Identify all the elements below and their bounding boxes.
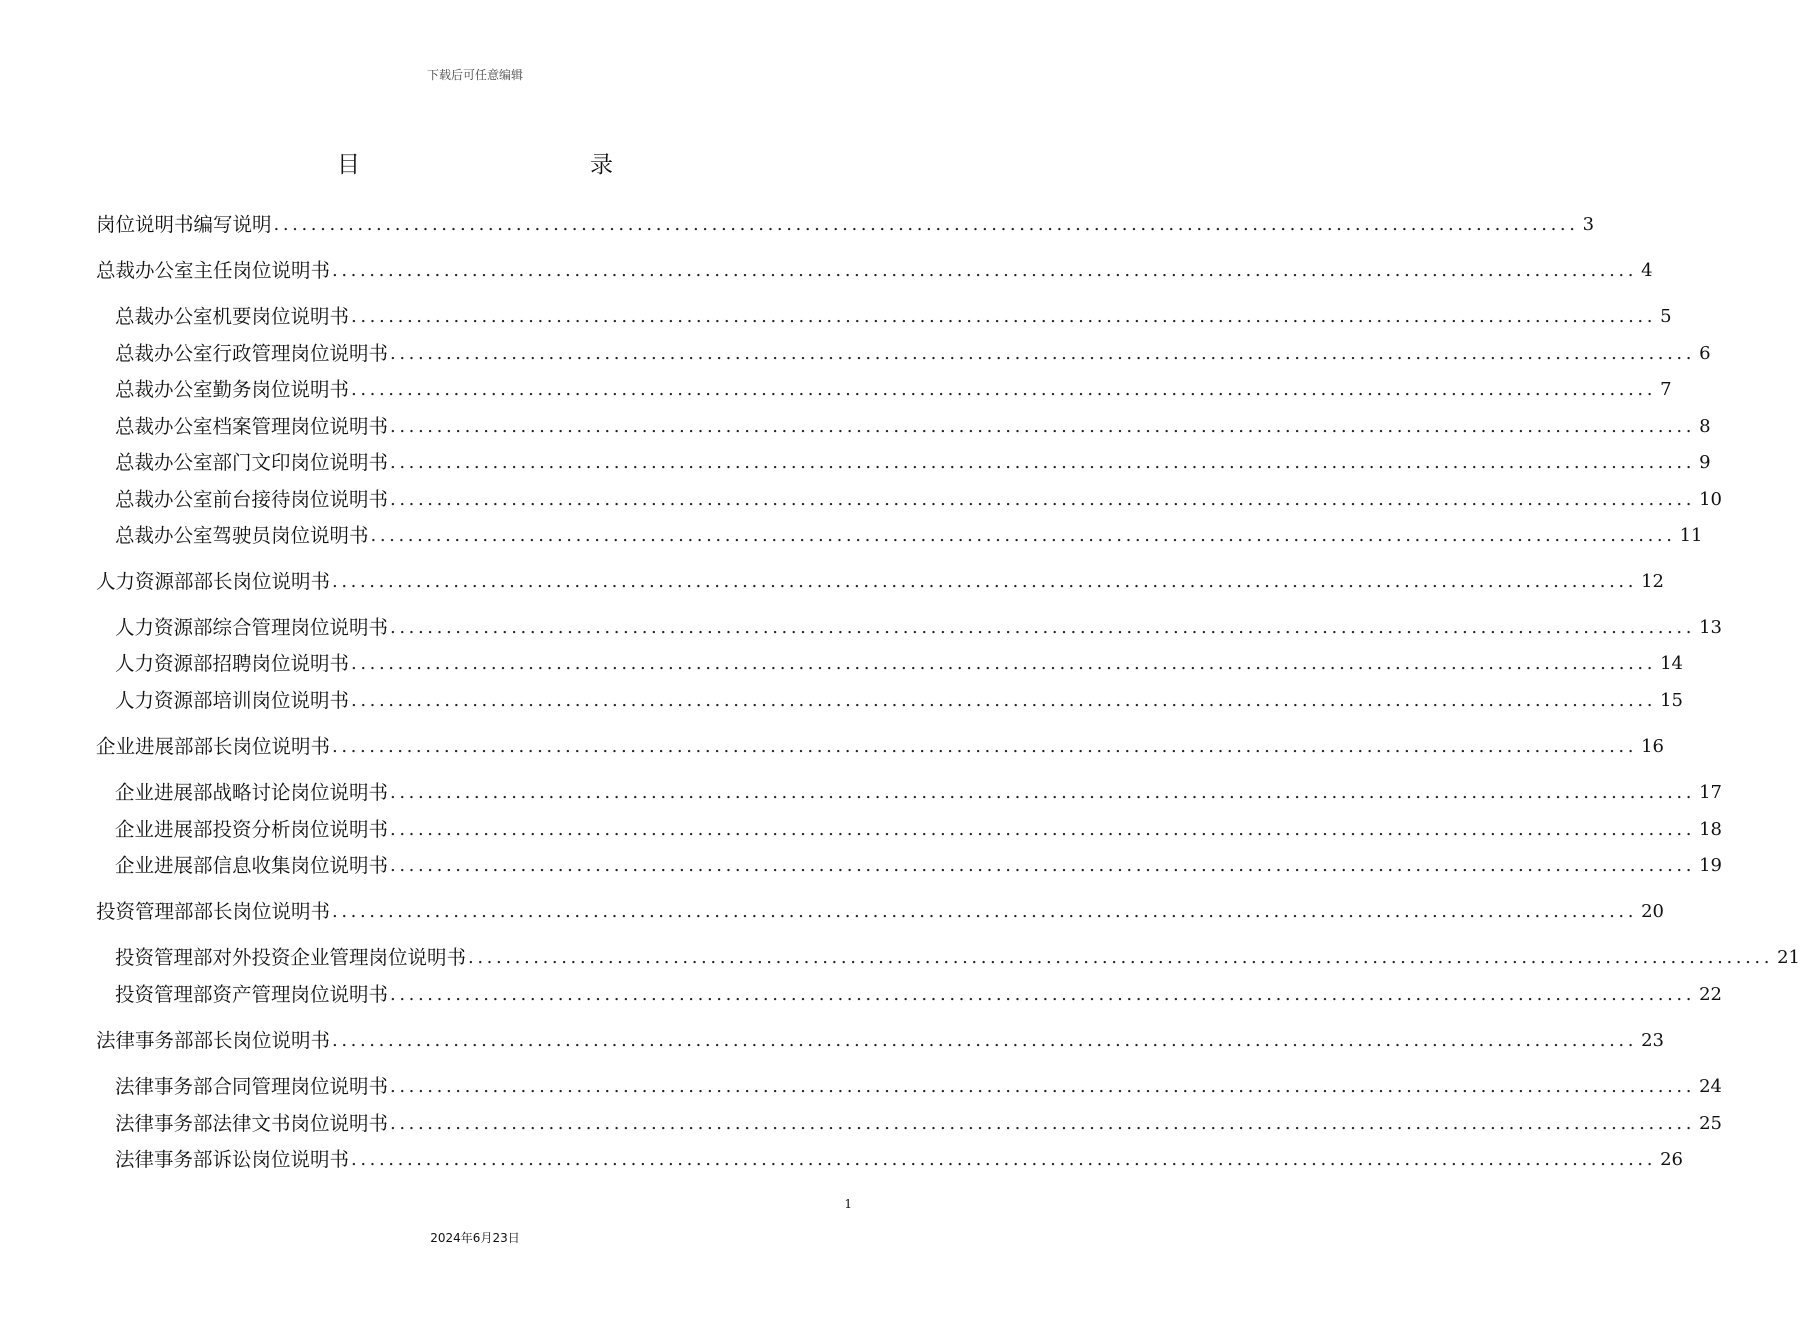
header-note: 下载后可任意编辑 [426, 68, 523, 82]
dot-leader: ............................................................................................................................................ [468, 947, 1774, 968]
toc-entry-label: 总裁办公室勤务岗位说明书 [115, 378, 350, 401]
dot-leader: ............................................................................................................................................ [332, 571, 1638, 592]
toc-title-char-2: 录 [590, 152, 613, 178]
toc-entry-page: 10 [1699, 489, 1722, 510]
toc-entry-label: 法律事务部法律文书岗位说明书 [115, 1112, 389, 1135]
dot-leader: ............................................................................................................................................ [351, 653, 1657, 674]
dot-leader: ............................................................................................................................................ [390, 416, 1696, 437]
toc-entry[interactable] [115, 1072, 1722, 1102]
toc-entry-label: 总裁办公室行政管理岗位说明书 [115, 342, 389, 365]
toc-entry-page: 24 [1699, 1076, 1722, 1097]
toc-entry[interactable] [115, 302, 1672, 332]
toc-entry-label: 人力资源部招聘岗位说明书 [115, 652, 350, 675]
dot-leader: ............................................................................................................................................ [390, 819, 1696, 840]
dot-leader: ............................................................................................................................................ [351, 379, 1657, 400]
toc-entry-label: 法律事务部部长岗位说明书 [96, 1029, 331, 1052]
toc-entry[interactable] [96, 256, 1653, 286]
dot-leader: ............................................................................................................................................ [351, 690, 1657, 711]
toc-entry-label: 人力资源部综合管理岗位说明书 [115, 616, 389, 639]
toc-entry-label: 投资管理部对外投资企业管理岗位说明书 [115, 946, 467, 969]
toc-entry[interactable] [115, 485, 1722, 515]
toc-entry-label: 企业进展部战略讨论岗位说明书 [115, 781, 389, 804]
toc-entry-label: 法律事务部诉讼岗位说明书 [115, 1148, 350, 1171]
toc-entry-label: 总裁办公室机要岗位说明书 [115, 305, 350, 328]
toc-entry-label: 人力资源部部长岗位说明书 [96, 570, 331, 593]
toc-entry[interactable] [115, 448, 1711, 478]
toc-entry[interactable] [115, 649, 1683, 679]
dot-leader: ............................................................................................................................................ [390, 984, 1696, 1005]
toc-entry[interactable] [96, 567, 1664, 597]
dot-leader: ............................................................................................................................................ [390, 855, 1696, 876]
dot-leader: ............................................................................................................................................ [390, 782, 1696, 803]
toc-entry-page: 22 [1699, 984, 1722, 1005]
toc-entry[interactable] [96, 732, 1664, 762]
toc-entry-page: 14 [1660, 653, 1683, 674]
page-number: 1 [844, 1197, 852, 1211]
footer-date: 2024年6月23日 [430, 1231, 520, 1245]
toc-entry-label: 总裁办公室前台接待岗位说明书 [115, 488, 389, 511]
dot-leader: ............................................................................................................................................ [332, 901, 1638, 922]
toc-entry[interactable] [115, 980, 1722, 1010]
dot-leader: ............................................................................................................................................ [351, 306, 1657, 327]
toc-entry[interactable] [115, 412, 1711, 442]
dot-leader: ............................................................................................................................................ [390, 1076, 1696, 1097]
toc-entry-page: 12 [1641, 571, 1664, 592]
toc-entry[interactable] [115, 1145, 1683, 1175]
toc-entry-page: 19 [1699, 855, 1722, 876]
dot-leader: ............................................................................................................................................ [332, 1030, 1638, 1051]
toc-entry[interactable] [115, 778, 1722, 808]
toc-entry[interactable] [115, 521, 1703, 551]
toc-entry-page: 18 [1699, 819, 1722, 840]
toc-entry-page: 13 [1699, 617, 1722, 638]
toc-entry-label: 人力资源部培训岗位说明书 [115, 689, 350, 712]
toc-entry-label: 企业进展部信息收集岗位说明书 [115, 854, 389, 877]
toc-entry[interactable] [115, 815, 1722, 845]
toc-entry[interactable] [115, 339, 1711, 369]
toc-entry-label: 总裁办公室部门文印岗位说明书 [115, 451, 389, 474]
toc-entry-label: 投资管理部资产管理岗位说明书 [115, 983, 389, 1006]
toc-entry-page: 11 [1679, 525, 1703, 546]
toc-entry-label: 法律事务部合同管理岗位说明书 [115, 1075, 389, 1098]
toc-entry-label: 企业进展部部长岗位说明书 [96, 735, 331, 758]
toc-entry-label: 总裁办公室主任岗位说明书 [96, 259, 331, 282]
toc-entry-page: 8 [1699, 416, 1711, 437]
toc-entry-page: 9 [1699, 452, 1711, 473]
toc-entry-page: 15 [1660, 690, 1683, 711]
toc-entry-page: 20 [1641, 901, 1664, 922]
toc-entry[interactable] [115, 686, 1683, 716]
toc-entry[interactable] [115, 943, 1800, 973]
toc-entry-page: 6 [1699, 343, 1711, 364]
dot-leader: ............................................................................................................................................ [332, 736, 1638, 757]
toc-entry[interactable] [115, 851, 1722, 881]
dot-leader: ............................................................................................................................................ [273, 214, 1579, 235]
dot-leader: ............................................................................................................................................ [332, 260, 1638, 281]
toc-entry-page: 5 [1660, 306, 1672, 327]
dot-leader: ............................................................................................................................................ [390, 452, 1696, 473]
toc-entry[interactable] [115, 375, 1672, 405]
toc-entry-label: 岗位说明书编写说明 [96, 213, 272, 236]
toc-entry-page: 21 [1777, 947, 1800, 968]
toc-entry-page: 17 [1699, 782, 1722, 803]
toc-entry[interactable] [115, 1109, 1722, 1139]
toc-entry-label: 总裁办公室档案管理岗位说明书 [115, 415, 389, 438]
toc-title-char-1: 目 [337, 152, 360, 178]
dot-leader: ............................................................................................................................................ [370, 525, 1676, 546]
toc-entry-page: 4 [1641, 260, 1653, 281]
toc-entry[interactable] [96, 1026, 1664, 1056]
dot-leader: ............................................................................................................................................ [390, 489, 1696, 510]
toc-entry-page: 7 [1660, 379, 1672, 400]
dot-leader: ............................................................................................................................................ [390, 343, 1696, 364]
toc-entry-page: 16 [1641, 736, 1664, 757]
dot-leader: ............................................................................................................................................ [390, 1113, 1696, 1134]
dot-leader: ............................................................................................................................................ [390, 617, 1696, 638]
toc-entry[interactable] [115, 613, 1722, 643]
toc-entry-page: 23 [1641, 1030, 1664, 1051]
toc-entry[interactable] [96, 210, 1595, 240]
dot-leader: ............................................................................................................................................ [351, 1149, 1657, 1170]
toc-entry-page: 26 [1660, 1149, 1683, 1170]
toc-entry-label: 总裁办公室驾驶员岗位说明书 [115, 524, 369, 547]
toc-entry-page: 3 [1582, 214, 1595, 235]
toc-entry[interactable] [96, 897, 1664, 927]
toc-entry-page: 25 [1699, 1113, 1722, 1134]
toc-entry-label: 投资管理部部长岗位说明书 [96, 900, 331, 923]
toc-entry-label: 企业进展部投资分析岗位说明书 [115, 818, 389, 841]
